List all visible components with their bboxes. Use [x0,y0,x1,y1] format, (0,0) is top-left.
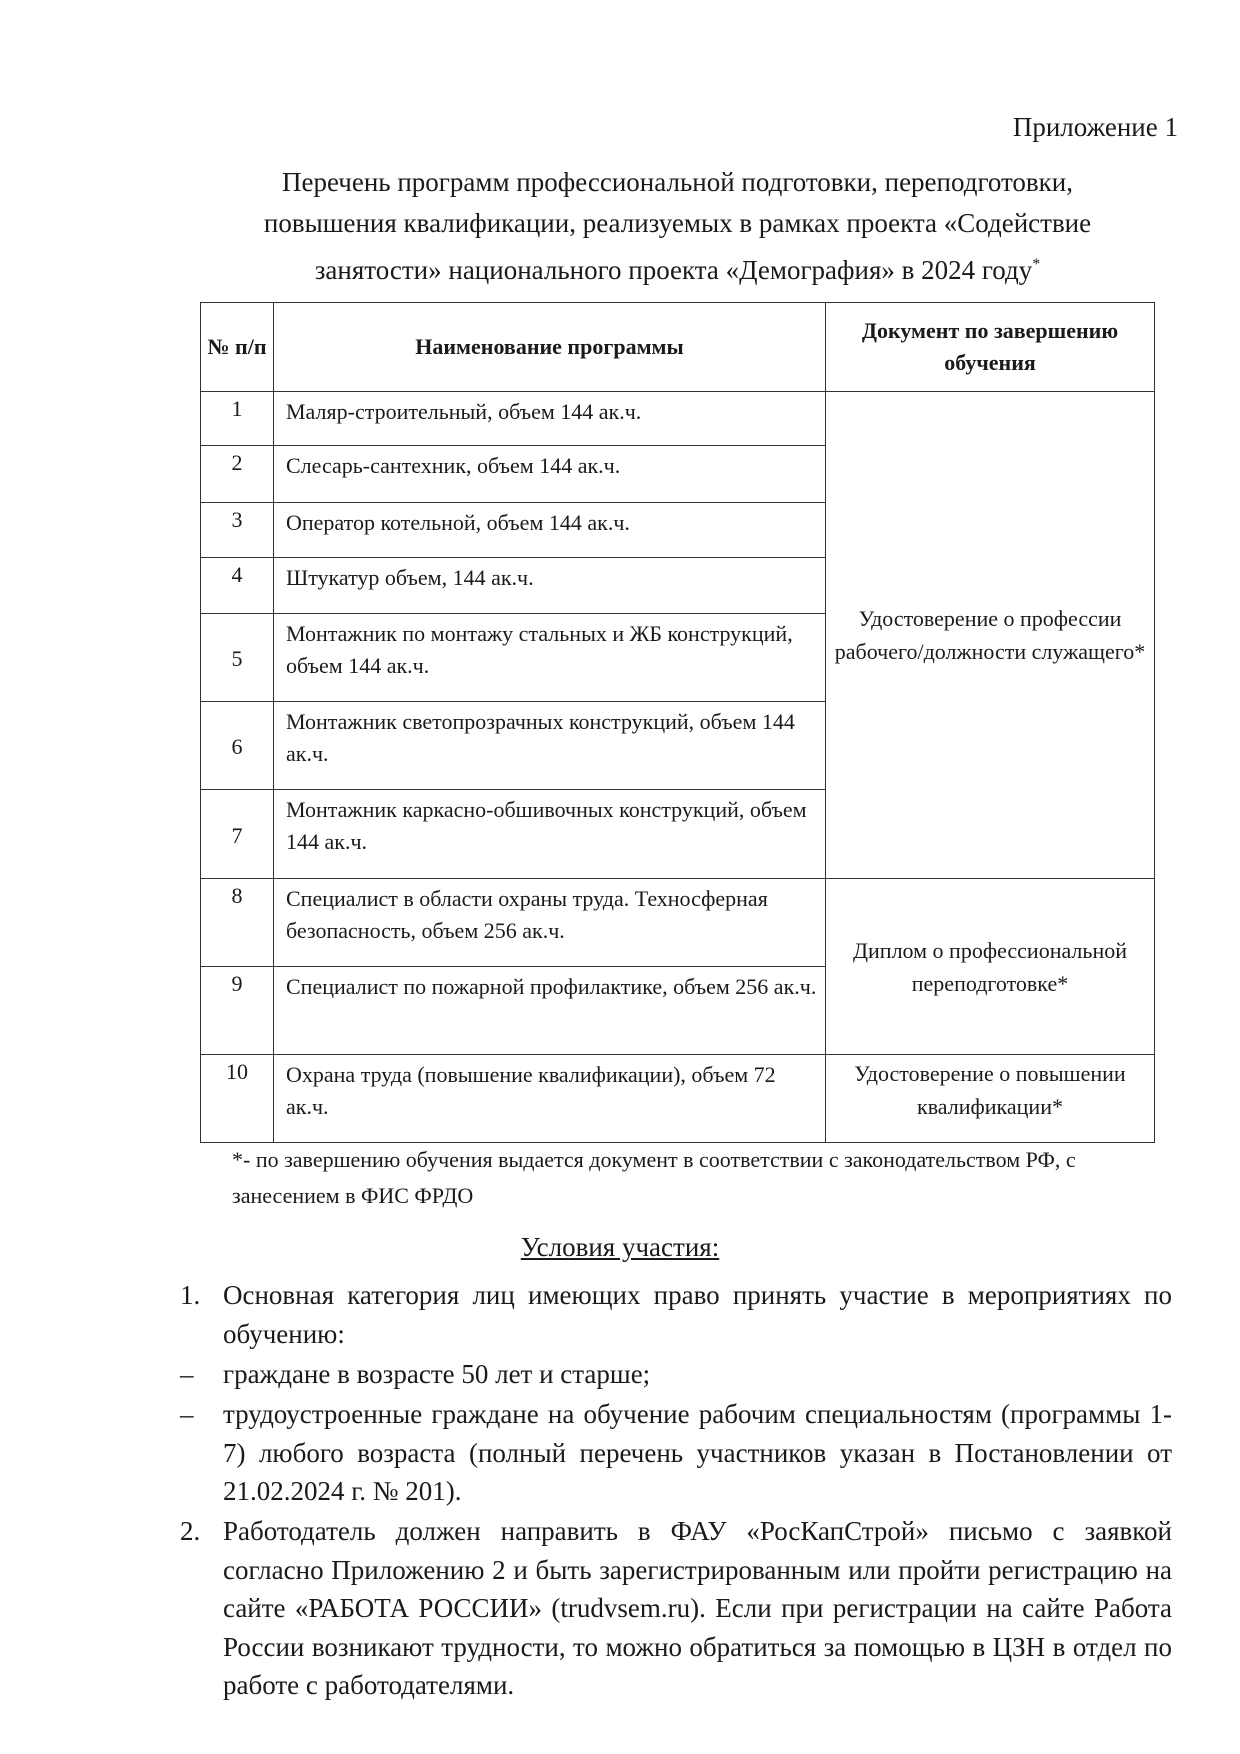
list-marker: 2. [180,1516,201,1546]
list-item [180,1395,1172,1511]
document-type: Удостоверение о профессии рабочего/должности служащего* [826,392,1155,879]
list-marker: – [180,1399,194,1429]
list-item [180,1512,1172,1705]
title-line: Перечень программ профессиональной подготовки, переподготовки, [281,167,1073,197]
table-row [201,879,1155,967]
program-name: Охрана труда (повышение квалификации), объем 72 ак.ч. [274,1055,826,1143]
table-row [201,392,1155,446]
program-name: Специалист в области охраны труда. Техносферная безопасность, объем 256 ак.ч. [274,879,826,967]
header-num: № п/п [201,303,274,392]
row-num: 2 [201,446,274,503]
footnote-mark: * [1032,256,1041,273]
table-header-row [201,303,1155,392]
title-line: повышения квалификации, реализуемых в рамках проекта «Содействие [263,208,1092,238]
list-marker: 1. [180,1280,201,1310]
row-num: 5 [201,614,274,702]
programs-table [200,302,1155,1143]
row-num: 7 [201,790,274,879]
row-num: 1 [201,392,274,446]
row-num: 10 [201,1055,274,1143]
conditions-heading: Условия участия: [520,1232,720,1262]
row-num: 3 [201,503,274,558]
list-item [180,1355,1172,1394]
program-name: Монтажник каркасно-обшивочных конструкций, объем 144 ак.ч. [274,790,826,879]
appendix-label: Приложение 1 [1012,112,1178,142]
list-text: трудоустроенные граждане на обучение рабочим специальностям (программы 1-7) любого возраста (полный перечень участников указан в Постановлении от 21.02.2024 г. № 201). [223,1399,1172,1506]
program-name: Специалист по пожарной профилактике, объем 256 ак.ч. [274,967,826,1055]
title-line [200,244,1155,291]
document-title [200,162,1155,291]
table-row [201,1055,1155,1143]
row-num: 4 [201,558,274,614]
list-text: Основная категория лиц имеющих право принять участие в мероприятиях по обучению: [223,1280,1172,1349]
program-name: Маляр-строительный, объем 144 ак.ч. [274,392,826,446]
program-name: Оператор котельной, объем 144 ак.ч. [274,503,826,558]
row-num: 6 [201,702,274,790]
document-type: Удостоверение о повышении квалификации* [826,1055,1155,1143]
title-line-text: занятости» национального проекта «Демография» в 2024 году [314,255,1033,285]
document-type: Диплом о профессиональной переподготовке* [826,879,1155,1055]
program-name: Слесарь-сантехник, объем 144 ак.ч. [274,446,826,503]
row-num: 9 [201,967,274,1055]
list-marker: – [180,1359,194,1389]
list-text: граждане в возрасте 50 лет и старше; [223,1359,651,1389]
row-num: 8 [201,879,274,967]
list-item [180,1276,1172,1353]
program-name: Штукатур объем, 144 ак.ч. [274,558,826,614]
list-text: Работодатель должен направить в ФАУ «РосКапСтрой» письмо с заявкой согласно Приложению 2 и быть зарегистрированным или пройти регистрацию на сайте «РАБОТА РОССИИ» (trudvsem.ru). Если при регистрации на сайте Работа России возникают трудности, то можно обратиться за помощью в ЦЗН в отдел по работе с работодателями. [223,1516,1172,1700]
program-name: Монтажник светопрозрачных конструкций, объем 144 ак.ч. [274,702,826,790]
footnote: *- по завершению обучения выдается документ в соответствии с законодательством РФ, с занесением в ФИС ФРДО [232,1147,1076,1208]
header-document: Документ по завершению обучения [826,303,1155,392]
header-program-name: Наименование программы [274,303,826,392]
program-name: Монтажник по монтажу стальных и ЖБ конструкций, объем 144 ак.ч. [274,614,826,702]
